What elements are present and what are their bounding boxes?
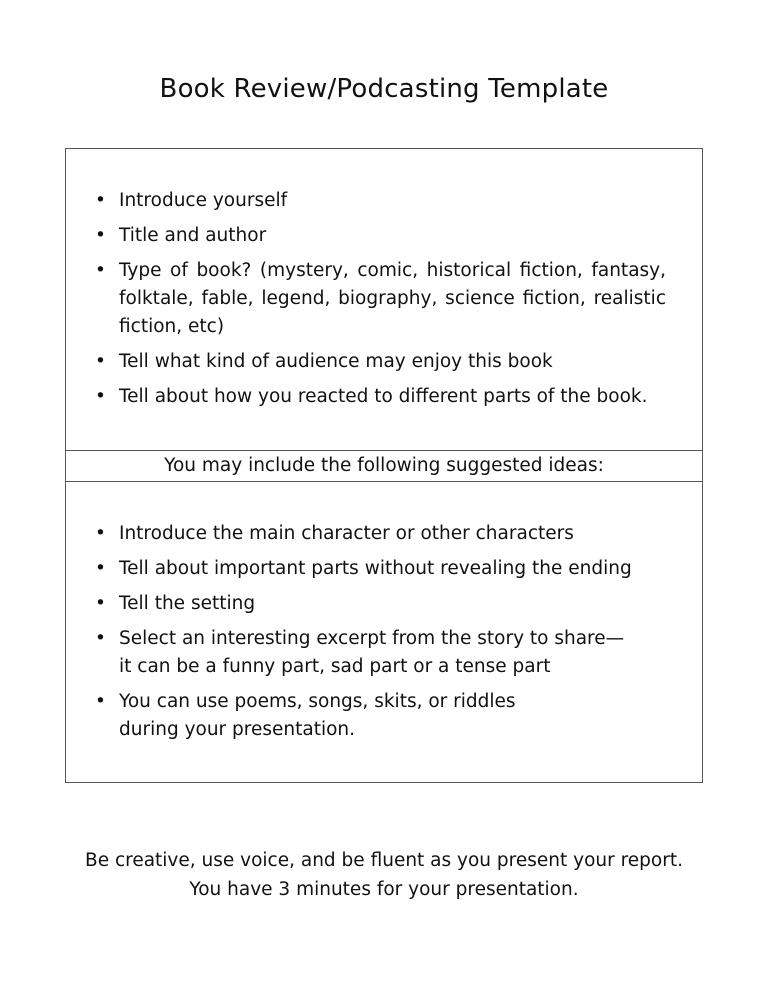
list-item [95, 590, 666, 618]
list-item [95, 348, 666, 376]
bullet-icon: • [95, 691, 106, 712]
list-item [95, 187, 666, 215]
suggested-heading: You may include the following suggested ideas: [164, 455, 604, 476]
list-item-text: Type of book? (mystery, comic, historical fiction, fantasy, folktale, fable, legend, biography, science fiction, realistic fiction, etc) [119, 260, 666, 337]
document-title: Book Review/Podcasting Template [159, 74, 609, 104]
list-item-text: Tell about important parts without revealing the ending [119, 558, 632, 579]
suggested-list [95, 520, 666, 751]
list-item [95, 688, 666, 744]
list-item-text: You can use poems, songs, skits, or riddles during your presentation. [119, 691, 516, 740]
footer-note [0, 846, 768, 904]
suggested-box [65, 481, 703, 783]
list-item-text: Select an interesting excerpt from the story to share— it can be a funny part, sad part or a tense part [119, 628, 625, 677]
list-item-text: Tell the setting [119, 593, 256, 614]
bullet-icon: • [95, 558, 106, 579]
bullet-icon: • [95, 351, 106, 372]
bullet-icon: • [95, 260, 106, 281]
bullet-icon: • [95, 593, 106, 614]
suggested-heading-box [65, 450, 703, 482]
bullet-icon: • [95, 190, 106, 211]
list-item [95, 383, 666, 411]
bullet-icon: • [95, 225, 106, 246]
footer-line-1: Be creative, use voice, and be fluent as you present your report. [85, 850, 683, 871]
list-item-text: Title and author [119, 225, 267, 246]
list-item [95, 520, 666, 548]
list-item-text: Introduce yourself [119, 190, 288, 211]
bullet-icon: • [95, 628, 106, 649]
list-item [95, 625, 666, 681]
list-item [95, 257, 666, 341]
bullet-icon: • [95, 386, 106, 407]
bullet-icon: • [95, 523, 106, 544]
footer-line-2: You have 3 minutes for your presentation. [189, 879, 579, 900]
list-item [95, 222, 666, 250]
list-item-text: Introduce the main character or other characters [119, 523, 574, 544]
intro-box [65, 148, 703, 451]
list-item-text: Tell what kind of audience may enjoy this book [119, 351, 553, 372]
list-item [95, 555, 666, 583]
intro-list [95, 187, 666, 418]
list-item-text: Tell about how you reacted to different parts of the book. [119, 386, 648, 407]
